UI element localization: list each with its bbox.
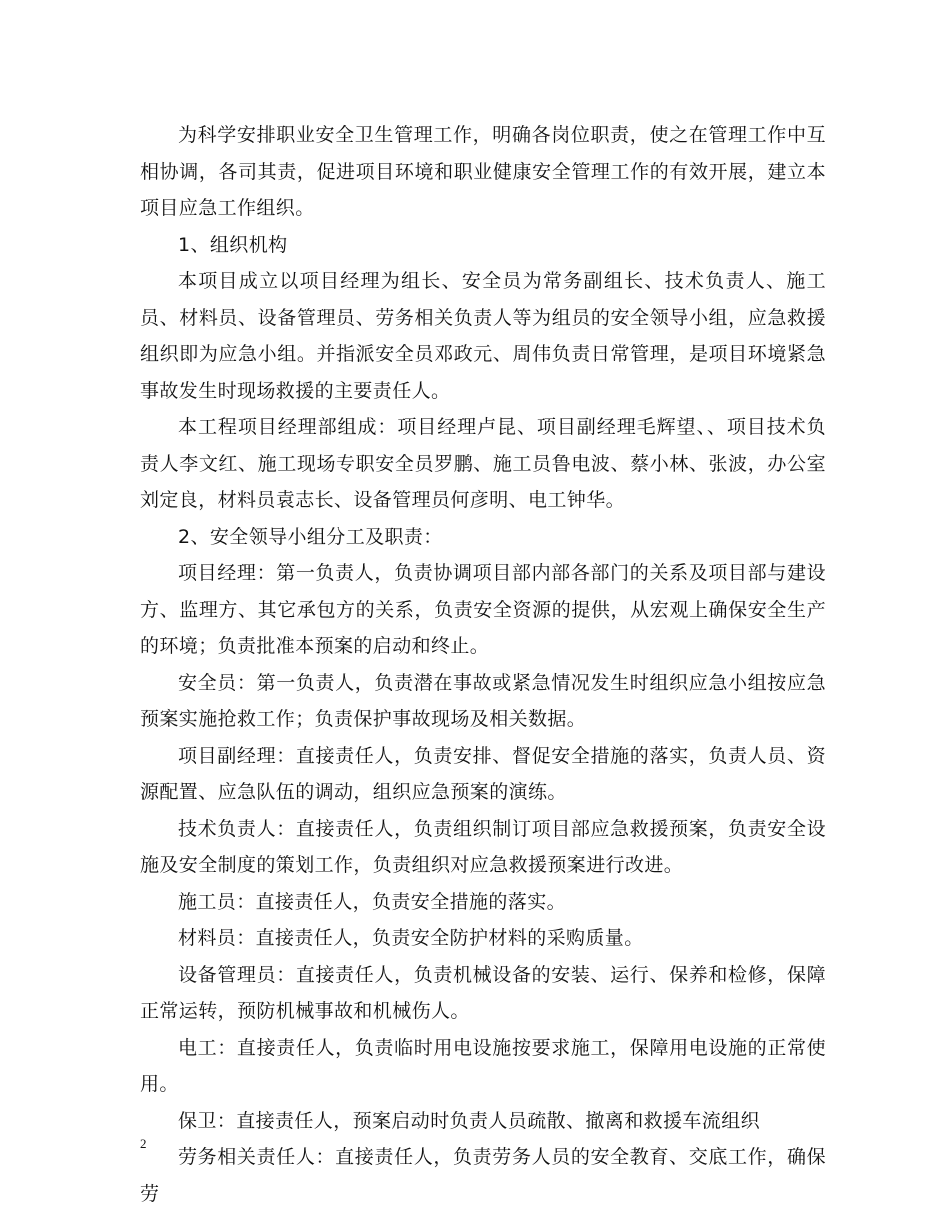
duty-security: 保卫：直接责任人，预案启动时负责人员疏散、撤离和救援车流组织 <box>178 1109 761 1132</box>
duty-labor-lead: 劳务相关责任人：直接责任人，负责劳务人员的安全教育、交底工作，确保劳 <box>140 1146 826 1205</box>
duty-safety-officer: 安全员：第一负责人，负责潜在事故或紧急情况发生时组织应急小组按应急预案实施抢救工作；负责保护事故现场及相关数据。 <box>140 671 826 730</box>
page-number: 2 <box>140 1136 147 1151</box>
staff-list-paragraph: 本工程项目经理部组成：项目经理卢昆、项目副经理毛辉望、、项目技术负责人李文红、施工现场专职安全员罗鹏、施工员鲁电波、蔡小林、张波，办公室刘定良，材料员袁志长、设备管理员何彦明、电工钟华。 <box>140 416 826 511</box>
duty-construction-worker: 施工员：直接责任人，负责安全措施的落实。 <box>178 890 567 913</box>
duty-project-manager: 项目经理：第一负责人，负责协调项目部内部各部门的关系及项目部与建设方、监理方、其它承包方的关系，负责安全资源的提供，从宏观上确保安全生产的环境；负责批准本预案的启动和终止。 <box>140 562 826 657</box>
duty-materials-officer: 材料员：直接责任人，负责安全防护材料的采购质量。 <box>178 927 644 949</box>
section-heading-organization: 1、组织机构 <box>178 233 288 256</box>
duty-technical-lead: 技术负责人：直接责任人，负责组织制订项目部应急救援预案，负责安全设施及安全制度的策划工作，负责组织对应急救援预案进行改进。 <box>140 817 826 876</box>
organization-paragraph: 本项目成立以项目经理为组长、安全员为常务副组长、技术负责人、施工员、材料员、设备管理员、劳务相关负责人等为组员的安全领导小组，应急救援组织即为应急小组。并指派安全员邓政元、周伟负责日常管理，是项目环境紧急事故发生时现场救援的主要责任人。 <box>140 270 826 402</box>
duty-electrician: 电工：直接责任人，负责临时用电设施按要求施工，保障用电设施的正常使用。 <box>140 1036 826 1095</box>
section-heading-duties: 2、安全领导小组分工及职责： <box>178 525 443 548</box>
duty-equipment-manager: 设备管理员：直接责任人，负责机械设备的安装、运行、保养和检修，保障正常运转，预防机械事故和机械伤人。 <box>140 963 826 1022</box>
intro-paragraph: 为科学安排职业安全卫生管理工作，明确各岗位职责，使之在管理工作中互相协调，各司其责，促进项目环境和职业健康安全管理工作的有效开展，建立本项目应急工作组织。 <box>140 124 826 219</box>
duty-deputy-manager: 项目副经理：直接责任人，负责安排、督促安全措施的落实，负责人员、资源配置、应急队伍的调动，组织应急预案的演练。 <box>140 744 826 803</box>
document-body <box>140 117 826 1212</box>
